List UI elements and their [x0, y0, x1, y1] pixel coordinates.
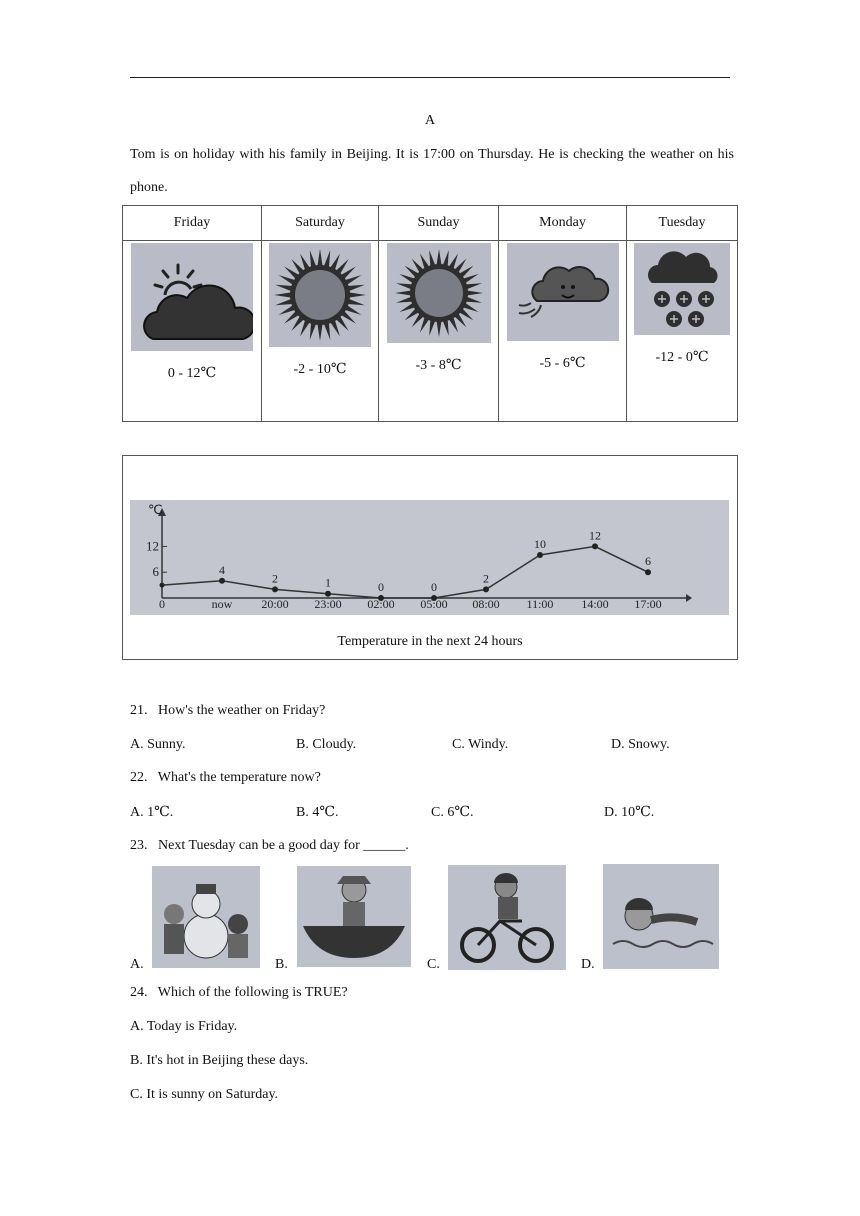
- day-header: Tuesday: [627, 206, 738, 241]
- temperature-line-chart: [130, 500, 729, 615]
- option-23-b[interactable]: B.: [275, 957, 288, 972]
- snow-cloud-icon: [634, 243, 730, 335]
- day-header: Monday: [499, 206, 627, 241]
- data-label: 1: [325, 575, 331, 590]
- question-22: 22. What's the temperature now?: [130, 770, 321, 785]
- x-tick-label: 02:00: [367, 597, 395, 611]
- x-tick-label: 17:00: [634, 597, 662, 611]
- data-label: 0: [378, 580, 384, 594]
- question-23: 23. Next Tuesday can be a good day for ______.: [130, 838, 409, 853]
- day-header: Sunday: [379, 206, 499, 241]
- header-rule: [130, 77, 730, 78]
- data-point: [325, 591, 331, 597]
- intro-paragraph: Tom is on holiday with his family in Beijing. It is 17:00 on Thursday. He is checking the weather on his phone.: [130, 147, 734, 195]
- x-tick-label: now: [211, 597, 233, 611]
- question-text: How's the weather on Friday?: [158, 703, 326, 718]
- question-24: 24. Which of the following is TRUE?: [130, 985, 348, 1000]
- option-21-b[interactable]: B. Cloudy.: [296, 737, 357, 752]
- forecast-cell: [499, 241, 627, 422]
- temperature-range: -2 - 10℃: [293, 362, 347, 377]
- swimming-picture[interactable]: [603, 864, 719, 969]
- temperature-chart-box: [122, 455, 738, 660]
- temperature-range: 0 - 12℃: [167, 366, 217, 381]
- temperature-chart: [130, 500, 729, 615]
- data-point: [537, 552, 543, 558]
- data-label: 12: [589, 528, 601, 543]
- data-point: [272, 586, 278, 592]
- option-24-a[interactable]: A. Today is Friday.: [130, 1019, 238, 1034]
- x-tick-label: 08:00: [472, 597, 500, 611]
- y-axis-unit: ℃: [148, 502, 163, 517]
- option-22-b[interactable]: B. 4℃.: [296, 805, 339, 820]
- x-tick-label: 05:00: [420, 597, 448, 611]
- option-22-a[interactable]: A. 1℃.: [130, 805, 174, 820]
- sun-behind-cloud-icon: [131, 243, 253, 351]
- forecast-cell: [262, 241, 379, 422]
- option-22-c[interactable]: C. 6℃.: [431, 805, 474, 820]
- option-23-d[interactable]: D.: [581, 957, 595, 972]
- data-label: 4: [219, 562, 225, 577]
- forecast-cell: [123, 241, 262, 422]
- question-21: 21. How's the weather on Friday?: [130, 703, 326, 718]
- temperature-range: -12 - 0℃: [655, 350, 709, 365]
- data-point: [483, 586, 489, 592]
- data-point: [645, 569, 651, 575]
- x-tick-label: 20:00: [261, 597, 289, 611]
- option-24-c[interactable]: C. It is sunny on Saturday.: [130, 1087, 279, 1102]
- day-header: Friday: [123, 206, 262, 241]
- data-label: 0: [431, 580, 437, 594]
- cycling-picture[interactable]: [448, 865, 566, 970]
- y-tick-label: 6: [152, 564, 159, 580]
- start-point: [160, 583, 165, 588]
- sun-icon: [387, 243, 491, 343]
- data-label: 10: [534, 537, 546, 551]
- forecast-cell: [627, 241, 738, 422]
- windy-cloud-icon: [507, 243, 619, 341]
- chart-caption: Temperature in the next 24 hours: [337, 634, 523, 649]
- question-text: Next Tuesday can be a good day for ______.: [158, 838, 409, 853]
- x-tick-label: 23:00: [314, 597, 342, 611]
- x-axis-arrow: [686, 594, 692, 602]
- temperature-range: -3 - 8℃: [415, 358, 462, 373]
- question-text: What's the temperature now?: [157, 770, 321, 785]
- boating-picture[interactable]: [297, 866, 411, 967]
- option-22-d[interactable]: D. 10℃.: [604, 805, 655, 820]
- data-point: [592, 543, 598, 549]
- option-24-b[interactable]: B. It's hot in Beijing these days.: [130, 1053, 309, 1068]
- forecast-cell: [379, 241, 499, 422]
- option-23-a[interactable]: A.: [130, 957, 144, 972]
- question-text: Which of the following is TRUE?: [157, 985, 348, 1000]
- data-point: [219, 578, 225, 584]
- option-23-c[interactable]: C.: [427, 957, 440, 972]
- x-origin-label: 0: [159, 597, 165, 611]
- snowman-picture[interactable]: [152, 866, 260, 968]
- option-21-d[interactable]: D. Snowy.: [611, 737, 670, 752]
- data-label: 6: [645, 554, 651, 569]
- y-tick-label: 12: [146, 538, 159, 554]
- forecast-table: [122, 205, 738, 422]
- sun-icon: [269, 243, 371, 347]
- section-label: A: [424, 113, 436, 128]
- option-21-a[interactable]: A. Sunny.: [130, 737, 186, 752]
- data-label: 2: [483, 571, 489, 586]
- option-21-c[interactable]: C. Windy.: [452, 737, 509, 752]
- data-label: 2: [272, 571, 278, 586]
- x-tick-label: 11:00: [526, 597, 554, 611]
- temperature-range: -5 - 6℃: [539, 356, 586, 371]
- day-header: Saturday: [262, 206, 379, 241]
- x-tick-label: 14:00: [581, 597, 609, 611]
- temperature-series-line: [162, 546, 648, 598]
